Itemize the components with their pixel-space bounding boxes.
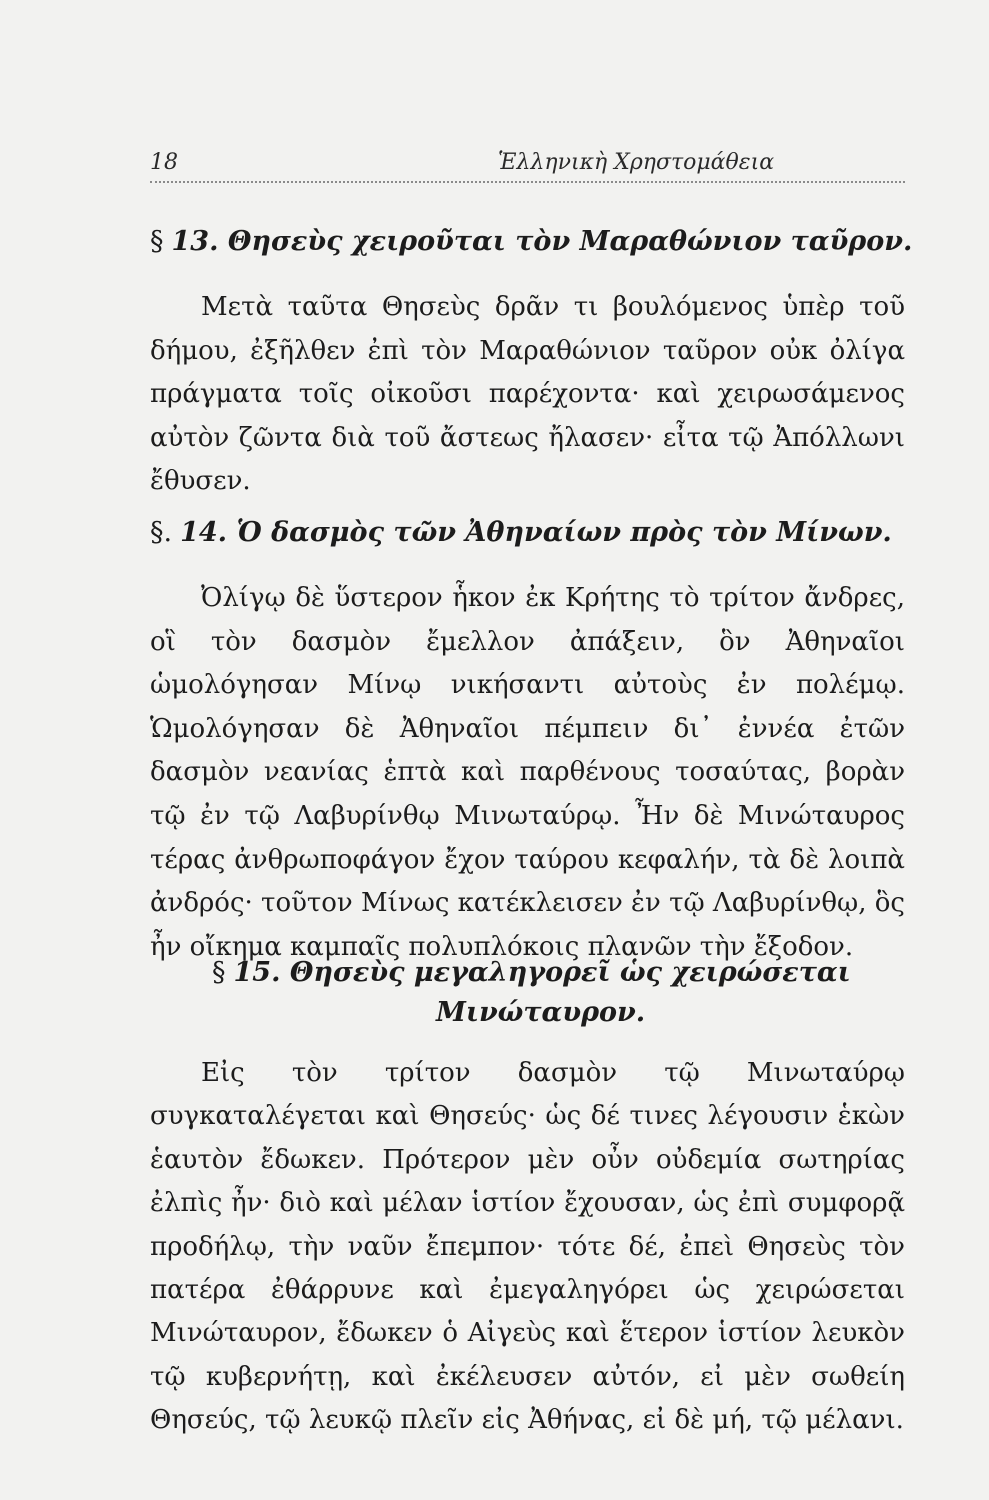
section-13-heading xyxy=(150,226,912,257)
page-number: 18 xyxy=(150,150,178,175)
running-title: Ἑλληνικὴ Χρηστομάθεια xyxy=(498,150,775,175)
section-13-title: 13. Θησεὺς χειροῦται τὸν Μαραθώνιον ταῦρον. xyxy=(171,226,913,257)
section-15-heading xyxy=(212,957,851,988)
section-14-title: 14. Ὁ δασμὸς τῶν Ἀθηναίων πρὸς τὸν Μίνων. xyxy=(180,517,892,548)
section-sign: §. xyxy=(150,517,173,548)
section-14-paragraph: Ὀλίγῳ δὲ ὕστερον ἧκον ἐκ Κρήτης τὸ τρίτον ἄνδρες, οἳ τὸν δασμὸν ἔμελλον ἀπάξειν, ὃν Ἀθηναῖοι ὡμολόγησαν Μίνῳ νικήσαντι αὐτοὺς ἐν πολέμῳ. Ὡμολόγησαν δὲ Ἀθηναῖοι πέμπειν δι᾿ ἐννέα ἐτῶν δασμὸν νεανίας ἑπτὰ καὶ παρθένους τοσαύτας, βορὰν τῷ ἐν τῷ Λαβυρίνθῳ Μινωταύρῳ. Ἦν δὲ Μινώταυρος τέρας ἀνθρωποφάγον ἔχον ταύρου κεφαλήν, τὰ δὲ λοιπὰ ἀνδρός· τοῦτον Μίνως κατέκλεισεν ἐν τῷ Λαβυρίνθῳ, ὃς ἦν οἴκημα καμπαῖς πολυπλόκοις πλανῶν τὴν ἔξοδον. xyxy=(150,583,905,962)
section-15-heading-line2: Μινώταυρον. xyxy=(436,997,646,1028)
section-15-title: 15. Θησεὺς μεγαληγορεῖ ὡς χειρώσεται xyxy=(233,957,851,988)
header-rule xyxy=(150,181,905,183)
section-13-paragraph: Μετὰ ταῦτα Θησεὺς δρᾶν τι βουλόμενος ὑπὲρ τοῦ δήμου, ἐξῆλθεν ἐπὶ τὸν Μαραθώνιον ταῦρον οὐκ ὀλίγα πράγματα τοῖς οἰκοῦσι παρέχοντα· καὶ χειρωσάμενος αὐτὸν ζῶντα διὰ τοῦ ἄστεως ἤλασεν· εἶτα τῷ Ἀπόλλωνι ἔθυσεν. xyxy=(150,292,905,497)
section-15-paragraph: Εἰς τὸν τρίτον δασμὸν τῷ Μινωταύρῳ συγκαταλέγεται καὶ Θησεύς· ὡς δέ τινες λέγουσιν ἑκὼν ἑαυτὸν ἔδωκεν. Πρότερον μὲν οὖν οὐδεμία σωτηρίας ἐλπὶς ἦν· διὸ καὶ μέλαν ἱστίον ἔχουσαν, ὡς ἐπὶ συμφορᾷ προδήλῳ, τὴν ναῦν ἔπεμπον· τότε δέ, ἐπεὶ Θησεὺς τὸν πατέρα ἐθάρρυνε καὶ ἐμεγαληγόρει ὡς χειρώσεται Μινώταυρον, ἔδωκεν ὁ Αἰγεὺς καὶ ἕτερον ἱστίον λευκὸν τῷ κυβερνήτῃ, καὶ ἐκέλευσεν αὐτόν, εἰ μὲν σωθείη Θησεύς, τῷ λευκῷ πλεῖν εἰς Ἀθήνας, εἰ δὲ μή, τῷ μέλανι. xyxy=(150,1058,905,1436)
page-header xyxy=(150,150,905,178)
section-14-heading xyxy=(150,517,892,548)
section-sign: § xyxy=(150,226,164,257)
section-sign: § xyxy=(212,957,226,988)
